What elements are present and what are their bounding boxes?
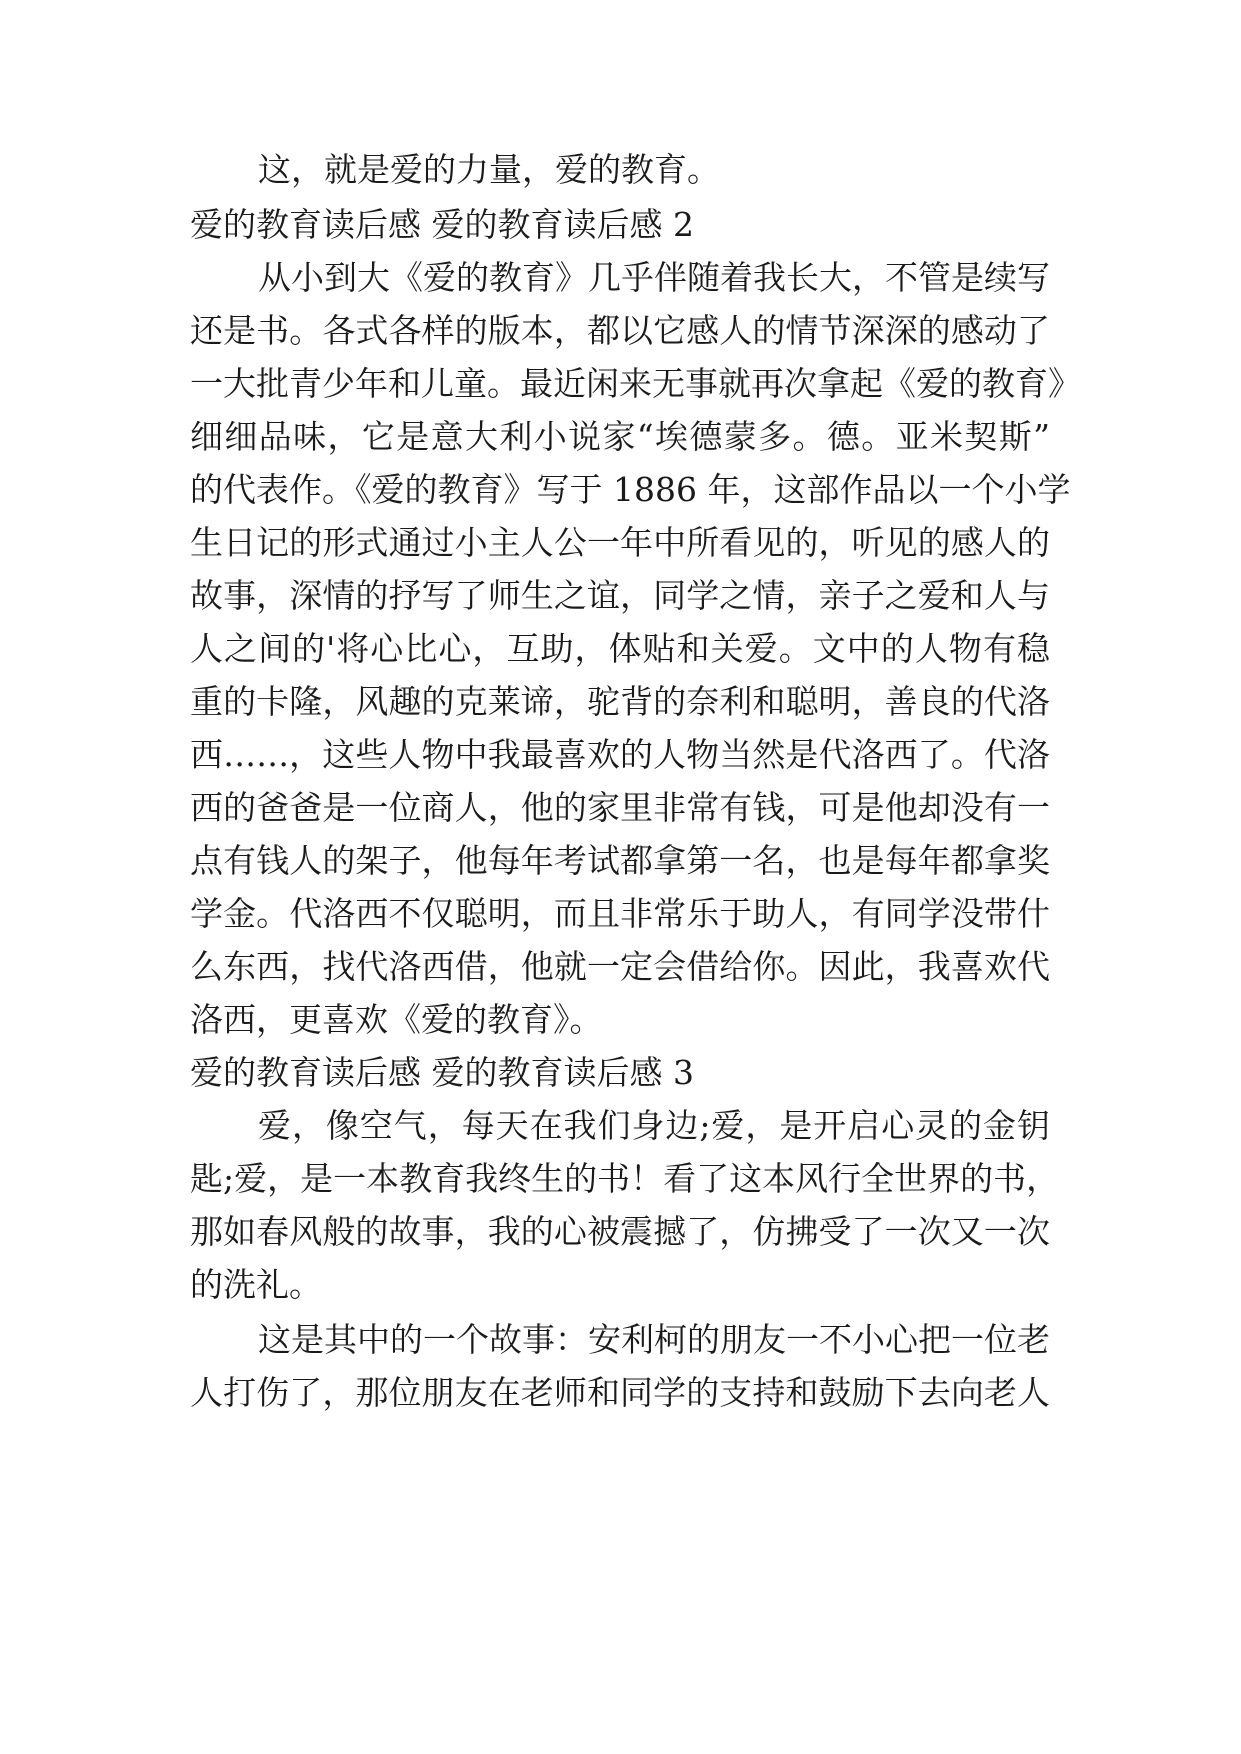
paragraph-line: 细细品味，它是意大利小说家“埃德蒙多。德。亚米契斯” <box>190 417 1050 456</box>
paragraph-line: 生日记的形式通过小主人公一年中所看见的，听见的感人的 <box>190 523 1050 562</box>
paragraph-line: 那如春风般的故事，我的心被震撼了，仿拂受了一次又一次 <box>190 1212 1050 1251</box>
paragraph-line: 西……，这些人物中我最喜欢的人物当然是代洛西了。代洛 <box>190 735 1050 774</box>
paragraph-line: 的代表作。《爱的教育》写于 1886 年，这部作品以一个小学 <box>190 470 1071 509</box>
paragraph-line: 这，就是爱的力量，爱的教育。 <box>258 150 720 189</box>
paragraph-line: 么东西，找代洛西借，他就一定会借给你。因此，我喜欢代 <box>190 947 1050 986</box>
paragraph-line: 人打伤了，那位朋友在老师和同学的支持和鼓励下去向老人 <box>190 1373 1050 1412</box>
paragraph-line: 人之间的'将心比心，互助，体贴和关爱。文中的人物有稳 <box>190 629 1050 668</box>
paragraph-line: 重的卡隆，风趣的克莱谛，驼背的奈利和聪明，善良的代洛 <box>190 682 1050 721</box>
paragraph-line: 点有钱人的架子，他每年考试都拿第一名，也是每年都拿奖 <box>190 841 1050 880</box>
paragraph-line: 爱，像空气，每天在我们身边;爱，是开启心灵的金钥 <box>258 1106 1050 1145</box>
paragraph-line: 的洗礼。 <box>190 1265 322 1304</box>
paragraph-line: 洛西，更喜欢《爱的教育》。 <box>190 1000 603 1039</box>
section-heading: 爱的教育读后感 爱的教育读后感 2 <box>190 205 694 244</box>
paragraph-line: 学金。代洛西不仅聪明，而且非常乐于助人，有同学没带什 <box>190 894 1050 933</box>
paragraph-line: 匙;爱，是一本教育我终生的书！看了这本风行全世界的书， <box>190 1159 1060 1198</box>
paragraph-line: 还是书。各式各样的版本，都以它感人的情节深深的感动了 <box>190 311 1050 350</box>
paragraph-line: 这是其中的一个故事：安利柯的朋友一不小心把一位老 <box>258 1320 1050 1359</box>
paragraph-line: 从小到大《爱的教育》几乎伴随着我长大，不管是续写 <box>258 258 1050 297</box>
paragraph-line: 一大批青少年和儿童。最近闲来无事就再次拿起《爱的教育》 <box>190 364 1081 403</box>
paragraph-line: 西的爸爸是一位商人，他的家里非常有钱，可是他却没有一 <box>190 788 1050 827</box>
paragraph-line: 故事，深情的抒写了师生之谊，同学之情，亲子之爱和人与 <box>190 576 1050 615</box>
section-heading: 爱的教育读后感 爱的教育读后感 3 <box>190 1053 694 1092</box>
